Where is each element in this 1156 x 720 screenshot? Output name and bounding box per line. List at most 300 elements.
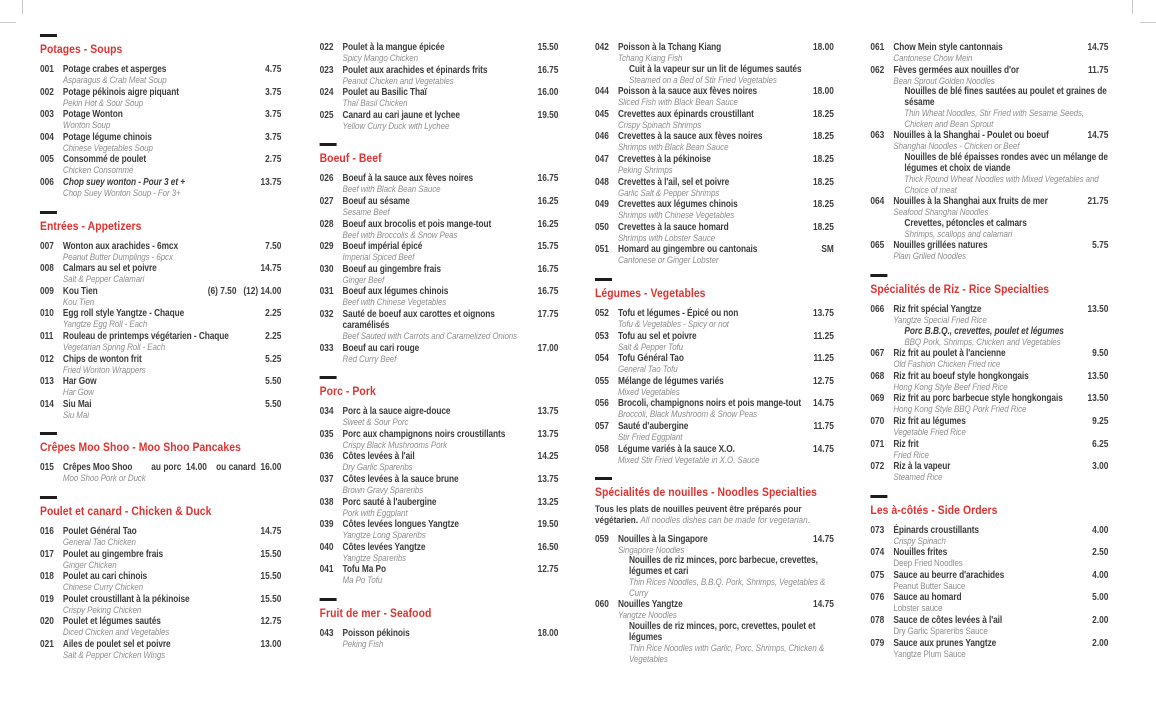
menu-item: [595, 131, 834, 153]
menu-section: [40, 34, 281, 199]
item-price: 18.25: [812, 176, 834, 188]
item-description-en: Thick Round Wheat Noodles with Mixed Vegetables and Choice of meat: [904, 172, 1099, 195]
item-number: 020: [39, 616, 54, 628]
item-name-en: Asparagus & Crab Meat Soup: [62, 74, 167, 85]
item-name-en: Lobster sauce: [893, 602, 943, 614]
item-price: 2.25: [265, 308, 282, 320]
item-name-en: Vegetable Fried Rice: [893, 425, 966, 437]
item-number: 065: [870, 240, 885, 252]
item-number: 033: [319, 342, 334, 354]
item-name-en: Thaï Basil Chicken: [342, 97, 408, 109]
item-name-fr: Nouilles Yangtze: [617, 599, 683, 611]
item-name-en: Hong Kong Style Beef Fried Rice: [893, 380, 1008, 392]
menu-item: [320, 241, 559, 263]
item-number: 056: [595, 398, 609, 410]
menu-item: [320, 173, 559, 195]
menu-item: [870, 525, 1108, 547]
item-price: 13.75: [812, 307, 834, 319]
item-name-en: Garlic Salt & Pepper Shrimps: [617, 186, 720, 198]
item-name-fr: Tofu au sel et poivre: [617, 330, 697, 342]
item-name-fr: Boeuf à la sauce aux fèves noires: [342, 173, 474, 185]
item-price: 16.75: [537, 64, 559, 76]
item-name-fr: Riz à la vapeur: [893, 461, 951, 473]
menu-column-4: [870, 0, 1108, 660]
menu-item: [870, 547, 1108, 569]
item-number: 057: [595, 420, 609, 432]
item-name-en: Moo Shoo Pork or Duck: [62, 472, 146, 484]
menu-item: [40, 399, 281, 421]
item-number: 042: [595, 42, 609, 53]
menu-item: [595, 154, 834, 176]
item-name-en: Sesame Beef: [342, 205, 390, 217]
item-description-fr: Nouilles de riz minces, porc, crevettes, poulet et légumes: [629, 621, 816, 644]
item-description-fr: Nouilles de blé épaisses rondes avec un mélange de légumes et choix de viande: [904, 151, 1108, 174]
item-name-fr: Boeuf au sésame: [342, 195, 410, 207]
item-name-fr: Nouilles grillées natures: [893, 240, 988, 252]
item-name-fr: Tofu Général Tao: [617, 353, 684, 365]
item-name-fr: Poisson à la Tchang Kiang: [617, 42, 722, 53]
item-name-en: Yellow Curry Duck with Lychee: [342, 119, 450, 131]
item-description-fr: Crevettes, pétoncles et calmars: [904, 217, 1027, 229]
item-number: 034: [319, 406, 334, 418]
item-price: 3.75: [265, 109, 282, 121]
item-name-en: Crispy Spinach Shrimps: [617, 118, 702, 130]
item-name-en: Shrimps with Chinese Vegetables: [617, 209, 735, 221]
menu-item: [870, 371, 1108, 393]
item-name-en: Cantonese or Ginger Lobster: [617, 254, 719, 266]
item-name-en: Brown Gravy Spareribs: [342, 483, 424, 495]
item-name-fr: Riz frit au poulet à l'ancienne: [893, 348, 1006, 360]
item-number: 021: [39, 638, 54, 650]
item-name-fr: Riz frit au boeuf style hongkongais: [893, 370, 1029, 382]
item-name-fr: Har Gow: [62, 376, 97, 388]
item-name-fr: Potage crabes et asperges: [62, 64, 167, 75]
item-description-fr: Porc B.B.Q., crevettes, poulet et légumes: [904, 325, 1064, 337]
item-number: 070: [870, 415, 885, 427]
menu-item: [595, 177, 834, 199]
menu-item: [870, 570, 1108, 592]
item-price: 17.75: [537, 308, 559, 320]
item-name-en: Pork with Eggplant: [342, 506, 408, 518]
item-name-fr: Porc à la sauce aigre-douce: [342, 406, 451, 418]
section-title: Crêpes Moo Shoo - Moo Shoo Pancakes: [39, 440, 241, 455]
section-dash: [40, 432, 57, 435]
item-name-fr: Fèves germées aux nouilles d'or: [893, 64, 1020, 76]
item-number: 053: [595, 330, 609, 342]
section-title: Entrées - Appetizers: [39, 218, 142, 233]
menu-item: [40, 616, 281, 638]
item-name-en: Yangtze Plum Sauce: [893, 647, 966, 659]
item-name-fr: Poulet au cari chinois: [62, 571, 148, 583]
menu-item: [595, 599, 834, 664]
menu-item: [320, 564, 559, 586]
item-name-en: Yangtze Spareribs: [342, 551, 407, 563]
item-price: 12.75: [537, 564, 559, 576]
item-price: 14.25: [537, 451, 559, 463]
item-name-en: Pekin Hot & Sour Soup: [62, 96, 144, 108]
menu-item-main-row: [320, 65, 559, 76]
menu-item: [870, 393, 1108, 415]
item-price: 3.75: [265, 86, 282, 98]
item-price: 2.00: [1092, 615, 1109, 627]
item-price: 16.25: [537, 218, 559, 230]
item-name-fr: Crevettes aux épinards croustillant: [617, 108, 754, 120]
menu-item: [320, 451, 559, 473]
menu-section: [40, 432, 281, 484]
item-name-en: Shrimps with Lobster Sauce: [617, 231, 715, 243]
section-dash: [40, 34, 57, 37]
item-name-en: Salt & Pepper Chicken Wings: [62, 648, 166, 660]
item-name-fr: Côtes levées à la sauce brune: [342, 473, 459, 485]
item-name-en: Chicken Consommé: [62, 164, 134, 176]
menu-item: [40, 308, 281, 330]
item-name-fr: Poulet croustillant à la pékinoise: [62, 593, 190, 605]
item-name-en: Spicy Mango Chicken: [342, 52, 419, 63]
item-name-en: Broccoli, Black Mushroom & Snow Peas: [617, 408, 758, 420]
item-name-en: Tchang Kiang Fish: [617, 52, 683, 63]
item-number: 073: [870, 524, 885, 536]
item-name-en: Yangtze Special Fried Rice: [893, 313, 987, 325]
item-name-fr: Poulet Général Tao: [62, 525, 137, 537]
item-price: 15.50: [537, 42, 559, 53]
item-number: 067: [870, 348, 885, 360]
item-price: 4.00: [1092, 569, 1109, 581]
menu-item: [40, 132, 281, 154]
item-price: 21.75: [1087, 196, 1109, 208]
item-name-en: Beef Sauted with Carrots and Caramelized Onions: [342, 329, 518, 341]
item-price: 15.50: [260, 548, 282, 560]
item-number: 017: [39, 548, 54, 560]
item-name-en: Steamed Rice: [893, 471, 943, 483]
item-description-en: Thin Rices Noodles, B.B.Q. Pork, Shrimps, Vegetables & Curry: [629, 576, 826, 598]
item-price: 16.75: [537, 173, 559, 185]
item-name-en: General Tao Tofu: [617, 363, 678, 375]
item-number: 032: [319, 308, 334, 320]
item-number: 041: [319, 564, 334, 576]
item-description-en: Steamed on a Bed of Stir Fried Vegetables: [629, 73, 777, 85]
item-price: 13.50: [1087, 303, 1109, 315]
menu-item-main-row: [320, 497, 559, 508]
item-price: 16.25: [537, 195, 559, 207]
item-number: 048: [595, 176, 609, 188]
item-name-en: Kou Tien: [62, 295, 95, 307]
item-number: 055: [595, 375, 609, 387]
item-number: 063: [870, 130, 885, 142]
menu-item: [595, 244, 834, 266]
item-number: 052: [595, 307, 609, 319]
menu-section: [40, 496, 281, 661]
menu-item: [870, 130, 1108, 195]
item-name-en: Chinese Vegetables Soup: [62, 141, 153, 153]
item-name-en: Shanghai Noodles - Chicken or Beef: [893, 140, 1020, 152]
item-name-fr: Ailes de poulet sel et poivre: [62, 638, 171, 650]
item-description-en: Thin Rice Noodles with Garlic, Porc, Shrimps, Chicken & Vegetables: [629, 642, 825, 664]
item-name-fr: Riz frit au porc barbecue style hongkongais: [893, 393, 1063, 405]
item-name-fr: Riz frit: [893, 438, 919, 450]
menu-item: [40, 526, 281, 548]
item-number: 078: [870, 615, 885, 627]
item-number: 012: [39, 353, 54, 365]
menu-item: [595, 534, 834, 599]
item-name-fr: Nouilles frites: [893, 547, 948, 559]
item-name-en: Dry Garlic Spareribs: [342, 461, 413, 473]
menu-item-main-row: [40, 241, 281, 252]
menu-section: [320, 143, 559, 364]
item-price: au porc 14.00 ou canard 16.00: [151, 462, 282, 474]
item-price: 14.75: [1087, 42, 1109, 53]
item-name-en: Wonton Soup: [62, 119, 111, 131]
menu-section: [870, 42, 1108, 262]
item-number: 045: [595, 108, 609, 120]
menu-section: [320, 42, 559, 131]
item-name-fr: Riz frit au légumes: [893, 415, 966, 427]
item-name-fr: Sauce au beurre d'arachides: [893, 569, 1005, 581]
item-number: 079: [870, 637, 885, 649]
section-note-en: All noodles dishes can be made for vegetarian.: [640, 514, 810, 526]
item-name-en: Singapore Noodles: [617, 543, 685, 555]
item-price: 5.25: [265, 353, 282, 365]
item-name-en: Peanut Butter Sauce: [893, 579, 966, 591]
item-name-fr: Porc aux champignons noirs croustillants: [342, 428, 506, 440]
menu-section: [870, 495, 1108, 660]
item-number: 002: [39, 86, 54, 98]
item-name-en: Stir Fried Eggplant: [617, 430, 683, 442]
item-name-fr: Sauce au homard: [893, 592, 962, 604]
item-number: 024: [319, 87, 334, 99]
item-price: 14.75: [812, 398, 834, 410]
section-dash: [320, 376, 337, 379]
item-number: 069: [870, 393, 885, 405]
item-number: 025: [319, 109, 334, 121]
menu-item: [40, 376, 281, 398]
item-price: 16.75: [537, 286, 559, 298]
item-number: 061: [870, 42, 885, 53]
item-number: 016: [39, 525, 54, 537]
item-name-en: Peanut Chicken and Vegetables: [342, 74, 454, 86]
item-number: 026: [319, 173, 334, 185]
item-price: 11.75: [1088, 64, 1109, 76]
item-name-fr: Épinards croustillants: [893, 524, 979, 536]
item-name-fr: Potage pékinois aigre piquant: [62, 86, 179, 98]
item-price: 3.75: [265, 131, 282, 143]
item-name-en: Deep Fried Noodles: [893, 557, 963, 569]
section-title: Boeuf - Beef: [319, 151, 382, 166]
item-number: 015: [39, 462, 54, 474]
item-number: 010: [39, 308, 54, 320]
menu-item: [870, 615, 1108, 637]
menu-item: [595, 444, 834, 466]
item-name-fr: Poulet à la mangue épicée: [342, 42, 445, 53]
menu-column-2: [320, 0, 559, 650]
item-price: 12.75: [260, 616, 282, 628]
item-name-en: Seafood Shanghai Noodles: [893, 206, 989, 218]
item-description-fr: Cuit à la vapeur sur un lit de légumes sautés: [629, 63, 802, 75]
item-name-fr: Siu Mai: [62, 398, 92, 410]
item-name-fr: Nouilles à la Singapore: [617, 533, 708, 545]
item-number: 046: [595, 131, 609, 143]
menu-item: [320, 406, 559, 428]
item-number: 072: [870, 461, 885, 473]
item-name-fr: Nouilles à la Shanghai - Poulet ou boeuf: [893, 130, 1049, 142]
item-name-fr: Sauce aux prunes Yangtze: [893, 637, 997, 649]
item-price: SM: [821, 244, 834, 256]
item-price: 14.75: [260, 525, 282, 537]
menu-item: [595, 199, 834, 221]
menu-item: [320, 286, 559, 308]
menu-item: [870, 304, 1108, 347]
item-price: 14.75: [812, 533, 834, 545]
menu-item-main-row: [320, 343, 559, 354]
item-number: 071: [870, 438, 885, 450]
item-number: 030: [319, 263, 334, 275]
menu-item: [40, 571, 281, 593]
item-name-fr: Poulet aux arachides et épinards frits: [342, 64, 488, 76]
item-price: 2.75: [265, 154, 282, 166]
item-price: 13.75: [537, 428, 559, 440]
item-name-en: Siu Mai: [62, 408, 89, 420]
item-number: 043: [319, 627, 334, 639]
item-name-fr: Calmars au sel et poivre: [62, 263, 157, 275]
item-price: 4.00: [1092, 524, 1109, 536]
item-price: 15.75: [537, 241, 559, 253]
item-name-en: General Tao Chicken: [62, 535, 136, 547]
item-price: 5.50: [265, 376, 282, 388]
item-name-fr: Boeuf au gingembre frais: [342, 263, 441, 275]
item-name-en: Fried Rice: [893, 448, 929, 460]
item-price: 14.75: [812, 443, 834, 455]
menu-item: [595, 109, 834, 131]
item-name-fr: Crevettes à la pékinoise: [617, 153, 711, 165]
menu-item: [870, 592, 1108, 614]
item-name-fr: Tofu Ma Po: [342, 564, 386, 576]
item-number: 036: [319, 451, 334, 463]
item-name-en: Old Fashion Chicken Fried rice: [893, 358, 1001, 370]
item-name-fr: Porc sauté à l'aubergine: [342, 496, 437, 508]
item-number: 050: [595, 221, 609, 233]
item-name-en: Yangtze Long Spareribs: [342, 529, 426, 541]
item-number: 039: [319, 519, 334, 531]
item-name-fr: Boeuf aux légumes chinois: [342, 286, 449, 298]
item-name-en: Crispy Spinach: [893, 534, 946, 546]
item-name-fr: Sauté d'aubergine: [617, 420, 689, 432]
item-price: 7.50: [265, 240, 282, 252]
item-price: 13.75: [537, 473, 559, 485]
menu-item: [595, 376, 834, 398]
menu-section: [595, 42, 834, 266]
item-price: 13.75: [260, 176, 282, 188]
menu-item: [870, 439, 1108, 461]
item-price: 9.25: [1092, 415, 1109, 427]
item-number: 059: [595, 533, 609, 545]
menu-item: [320, 309, 559, 342]
menu-column-1: [40, 0, 281, 661]
menu-item: [870, 348, 1108, 370]
item-price: 11.25: [813, 330, 834, 342]
menu-item: [870, 65, 1108, 130]
menu-item: [870, 42, 1108, 64]
item-number: 005: [39, 154, 54, 166]
item-price: 19.50: [537, 519, 559, 531]
item-name-en: Salt & Pepper Calamari: [62, 273, 145, 285]
menu-item: [595, 86, 834, 108]
item-number: 051: [595, 244, 609, 256]
menu-item: [320, 219, 559, 241]
item-number: 054: [595, 353, 609, 365]
item-name-fr: Kou Tien: [62, 285, 98, 297]
menu-section: [40, 211, 281, 421]
item-name-fr: Nouilles à la Shanghai aux fruits de mer: [893, 196, 1048, 208]
menu-section: [595, 278, 834, 465]
item-number: 060: [595, 599, 609, 611]
item-name-fr: Poisson pékinois: [342, 627, 410, 639]
item-number: 009: [39, 285, 54, 297]
item-name-fr: Chips de wonton frit: [62, 353, 142, 365]
section-note: [595, 505, 834, 527]
item-name-fr: Rouleau de printemps végétarien - Chaque: [62, 330, 229, 342]
item-name-fr: Canard au cari jaune et lychee: [342, 109, 460, 121]
item-price: 3.00: [1092, 461, 1109, 473]
section-note-fr: Tous les plats de nouilles peuvent être préparés pour végétarien.: [595, 504, 802, 526]
item-name-fr: Wonton aux arachides - 6mcx: [62, 240, 178, 252]
item-description-en: Shrimps, scallops and calamari: [904, 227, 1013, 239]
menu-item: [40, 331, 281, 353]
menu-item-main-row: [870, 439, 1108, 450]
item-price: 18.00: [537, 627, 559, 639]
menu-item: [320, 519, 559, 541]
menu-item: [595, 421, 834, 443]
menu-item-main-row: [870, 638, 1108, 649]
section-dash: [870, 274, 887, 277]
menu-item-main-row: [40, 354, 281, 365]
item-name-en: Plain Grilled Noodles: [893, 250, 966, 262]
menu-item: [320, 429, 559, 451]
menu-item: [870, 416, 1108, 438]
item-description-fr: Nouilles de riz minces, porc barbecue, crevettes, légumes et cari: [629, 555, 818, 578]
menu-item: [40, 154, 281, 176]
menu-item-main-row: [595, 177, 834, 188]
menu-item: [320, 196, 559, 218]
item-name-en: Red Curry Beef: [342, 352, 397, 364]
item-price: 18.25: [812, 153, 834, 165]
item-number: 037: [319, 473, 334, 485]
item-price: 14.75: [260, 263, 282, 275]
item-name-fr: Egg roll style Yangtze - Chaque: [62, 308, 185, 320]
item-number: 027: [319, 195, 334, 207]
item-name-fr: Poulet au Basilic Thaï: [342, 87, 427, 99]
item-price: 13.50: [1087, 370, 1109, 382]
menu-item: [40, 177, 281, 199]
item-name-en: Beef with Black Bean Sauce: [342, 183, 441, 195]
item-price: 13.75: [537, 406, 559, 418]
item-number: 066: [870, 303, 885, 315]
menu-section: [870, 274, 1108, 483]
section-dash: [320, 143, 337, 146]
item-name-en: Beef with Broccolis & Snow Peas: [342, 228, 458, 240]
item-number: 023: [319, 64, 334, 76]
section-title: Spécialités de Riz - Rice Specialties: [870, 281, 1050, 296]
item-name-fr: Crevettes à la sauce homard: [617, 221, 729, 233]
item-price: 13.00: [260, 638, 282, 650]
item-name-en: Ma Po Tofu: [342, 574, 383, 586]
menu-item: [320, 474, 559, 496]
item-price: 18.25: [812, 221, 834, 233]
item-name-fr: Crevettes aux légumes chinois: [617, 199, 738, 211]
item-name-en: Cantonese Chow Mein: [893, 52, 973, 63]
item-name-fr: Poulet et légumes sautés: [62, 616, 161, 628]
item-name-en: Chinese Curry Chicken: [62, 581, 144, 593]
item-number: 013: [39, 376, 54, 388]
item-name-en: Ginger Beef: [342, 273, 385, 285]
